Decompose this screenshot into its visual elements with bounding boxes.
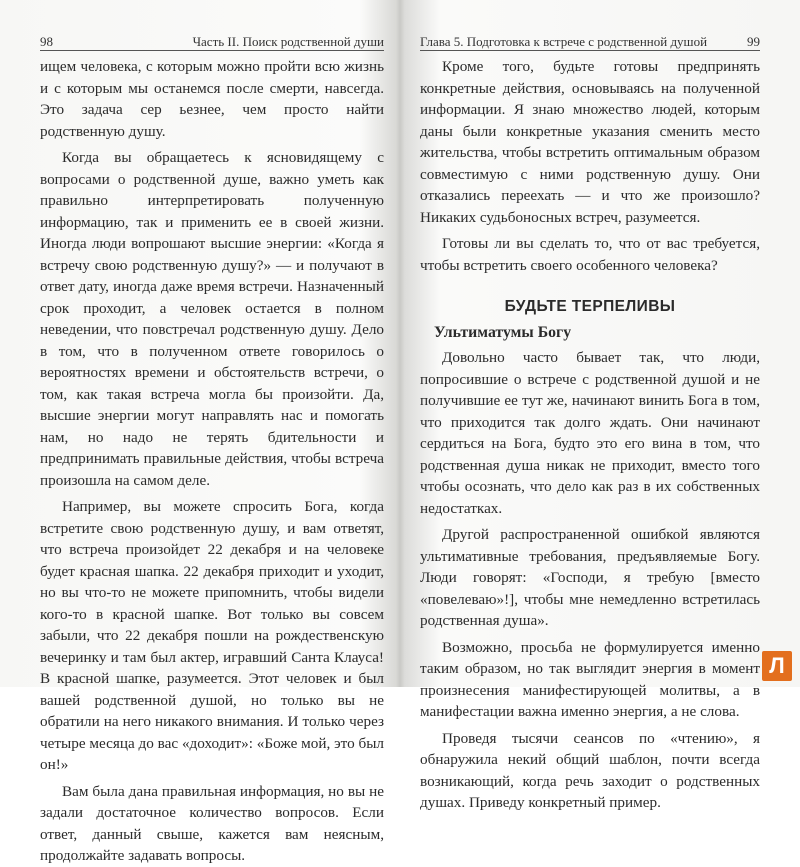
- left-running-head: [40, 0, 384, 56]
- page-number-left: 98: [40, 34, 53, 49]
- paragraph: Возможно, просьба не формулируется именно таким образом, но так выглядит энергия в момент произнесения манифестирующей молитвы, а в манифестации важна именно энергия, а не слова.: [420, 638, 760, 720]
- paragraph: Другой распространенной ошибкой являются ультимативные требования, предъявляемые Богу. Люди говорят: «Господи, я требую [вместо «повелеваю»!], чтобы мне немедленно встретилась родственная душа».: [420, 526, 760, 629]
- section-heading: БУДЬТЕ ТЕРПЕЛИВЫ: [504, 298, 676, 315]
- left-running-title: Часть II. Поиск родственной души: [192, 34, 384, 49]
- left-page: [0, 0, 398, 864]
- paragraph: Вам была дана правильная информация, но вы не задали достаточное количество вопросов. Если ответ, данный свыше, кажется вам неясным, продолжайте задавать вопросы.: [40, 782, 384, 864]
- header-rule-left: [40, 50, 384, 51]
- paragraph: Готовы ли вы сделать то, что от вас требуется, чтобы встретить своего особенного человека?: [420, 235, 760, 274]
- paragraph: ищем человека, с которым можно пройти всю жизнь и с которым мы останемся после смерти, навсегда. Это задача сер ьезнее, чем просто найти родственную душу.: [40, 58, 384, 140]
- publisher-logo: Л: [762, 651, 792, 681]
- header-rule-right: [420, 50, 760, 51]
- right-running-title: Глава 5. Подготовка к встрече с родственной душой: [420, 34, 708, 49]
- right-running-head: [420, 0, 760, 56]
- paragraph: Довольно часто бывает так, что люди, попросившие о встрече с родственной душой и не получившие ее тут же, начинают винить Бога в том, что приходится так долго ждать. Они начинают сердиться на Бога, будто это его вина в том, что родственная душа никак не приходит, вместо того чтобы осознать, что дело как раз в их собственных недостатках.: [420, 349, 760, 517]
- paragraph: Кроме того, будьте готовы предпринять конкретные действия, основываясь на полученной информации. Я знаю множество людей, которым даны были конкретные указания сменить место жительства, чтобы встретить оптимальным образом совместимую с ними родственную душу. Они отказались переехать — и что же произошло? Никаких судьбоносных встреч, разумеется.: [420, 58, 760, 226]
- left-body-text: [40, 56, 384, 867]
- page-number-right: 99: [747, 34, 760, 49]
- paragraph: Когда вы обращаетесь к ясновидящему с вопросами о родственной душе, важно уметь как правильно интерпретировать полученную информацию, так и применить ее в своей жизни. Иногда люди вопрошают высшие энергии: «Когда я встречу свою родственную душу?» — и получают в ответ дату, иногда даже время встречи. Назначенный срок проходит, а человек остается в полном неведении, что повстречал родственную душу. Дело в том, что в полученном ответе говорилось о вероятностях времени и обстоятельств встречи, о том, как такая встреча могла бы произойти. Да, высшие энергии могут направлять нас и помогать нам, но надо не терять бдительности и предпринимать правильные действия, чтобы встреча произошла на самом деле.: [40, 149, 384, 489]
- subheading: Ультиматумы Богу: [434, 323, 572, 341]
- paragraph: Например, вы можете спросить Бога, когда встретите свою родственную душу, и вам ответят, что встреча произойдет 22 декабря и на человеке будет красная шапка. 22 декабря приходит и уходит, но вы что-то не можете припомнить, чтобы видели кого-то в красной шапке. Вот только вы совсем забыли, что 22 декабря пошли на рождественскую вечеринку и там был актер, игравший Санта Клауса! В красной шапке, разумеется. Этот человек и был вашей родственной душой, но только вы не обратили на него никакого внимания. И только через четыре месяца до вас «доходит»: «Боже мой, это был он!»: [40, 498, 384, 773]
- right-page: [406, 0, 800, 811]
- right-body-text: [420, 56, 760, 814]
- paragraph: Проведя тысячи сеансов по «чтению», я обнаружила некий общий шаблон, почти всегда возникающий, когда речь заходит о родственных душах. Приведу конкретный пример.: [420, 729, 760, 811]
